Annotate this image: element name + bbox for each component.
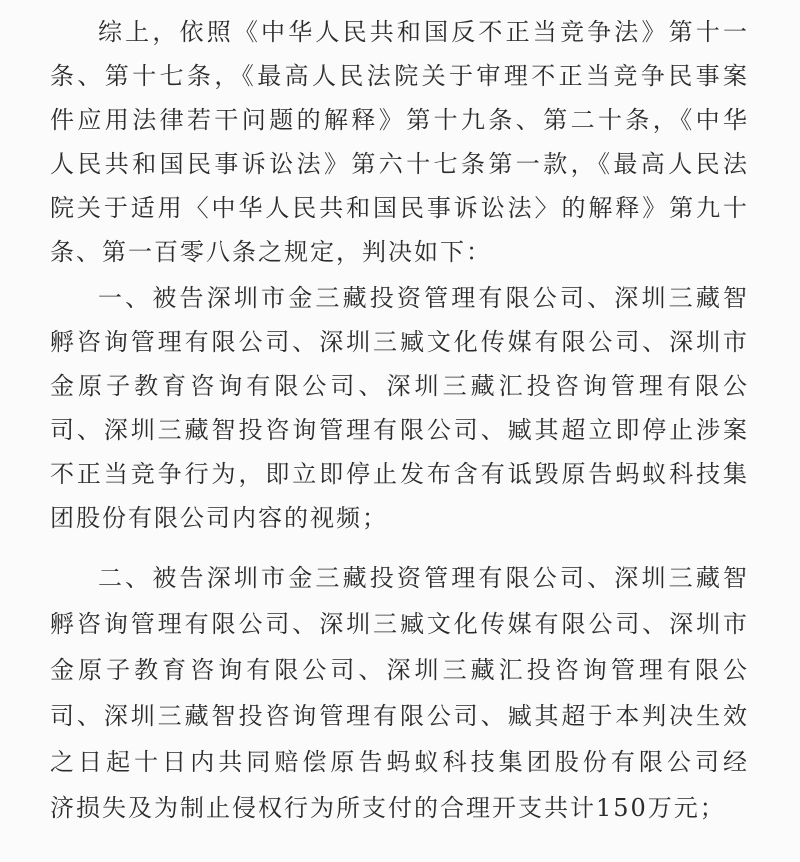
text-line: 条、第一百零八条之规定，判决如下：: [50, 238, 492, 266]
text-line: 济损失及为制止侵权行为所支付的合理开支共计150万元；: [50, 794, 726, 822]
text-line: 团股份有限公司内容的视频；: [50, 504, 388, 532]
text-line: 金原子教育咨询有限公司、深圳三藏汇投咨询管理有限公: [50, 656, 747, 684]
text-line: 人民共和国民事诉讼法》第六十七条第一款，《最高人民法: [50, 150, 747, 178]
text-line: 不正当竞争行为，即立即停止发布含有诋毁原告蚂蚁科技集: [50, 460, 747, 488]
text-line: 司、深圳三藏智投咨询管理有限公司、臧其超立即停止涉案: [50, 416, 747, 444]
text-line: 综上，依照《中华人民共和国反不正当竞争法》第十一: [98, 18, 747, 46]
text-line: 司、深圳三藏智投咨询管理有限公司、臧其超于本判决生效: [50, 702, 747, 730]
text-line: 之日起十日内共同赔偿原告蚂蚁科技集团股份有限公司经: [50, 748, 747, 776]
text-line: 院关于适用〈中华人民共和国民事诉讼法〉的解释》第九十: [50, 194, 747, 222]
text-line: 条、第十七条，《最高人民法院关于审理不正当竞争民事案: [50, 62, 747, 90]
text-line: 金原子教育咨询有限公司、深圳三藏汇投咨询管理有限公: [50, 372, 747, 400]
text-line: 孵咨询管理有限公司、深圳三臧文化传媒有限公司、深圳市: [50, 328, 747, 356]
text-line: 一、被告深圳市金三藏投资管理有限公司、深圳三藏智: [98, 284, 747, 312]
text-line: 孵咨询管理有限公司、深圳三臧文化传媒有限公司、深圳市: [50, 610, 747, 638]
text-line: 二、被告深圳市金三藏投资管理有限公司、深圳三藏智: [98, 564, 747, 592]
text-line: 件应用法律若干问题的解释》第十九条、第二十条，《中华: [50, 106, 747, 134]
